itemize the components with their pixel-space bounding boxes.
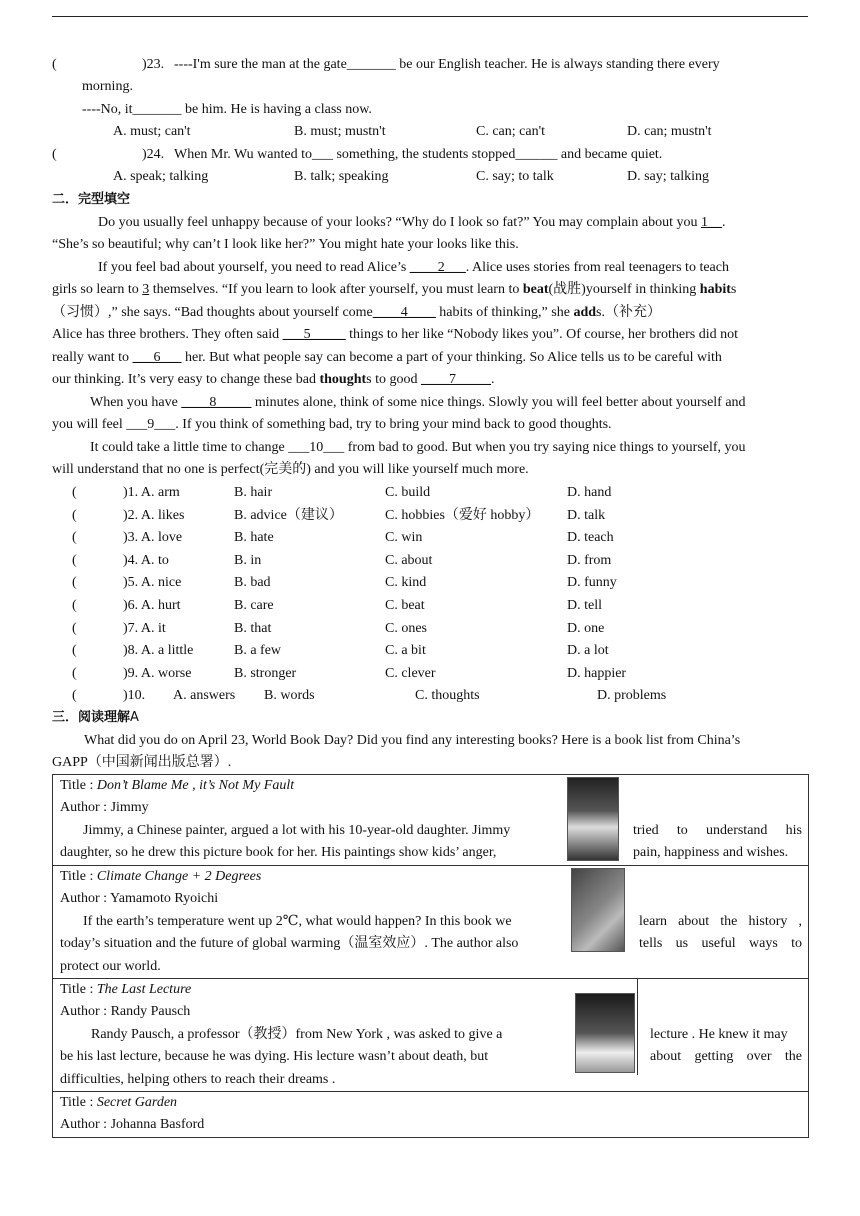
cloze-line-11: It could take a little time to change ___10___ from bad to good. But when you try saying nice things to yourself, you — [90, 440, 746, 455]
cloze-option-2-number: )2. A. likes — [123, 507, 185, 523]
cloze-option-8-b: B. a few — [234, 643, 282, 659]
q24-question: When Mr. Wu wanted to___ something, the students stopped______ and became quiet. — [174, 147, 663, 162]
cloze-option-4-d: D. from — [567, 552, 612, 568]
header-rule — [52, 16, 808, 17]
cloze-option-3-c: C. win — [385, 530, 423, 546]
cloze-option-9-b: B. stronger — [234, 665, 297, 681]
cloze-line-4: girls so learn to 3 themselves. “If you learn to look after yourself, you must learn to beat(战胜)yourself in thinking habits — [52, 282, 737, 297]
cloze-option-3-b: B. hate — [234, 530, 274, 546]
cloze-line-8: our thinking. It’s very easy to change these bad thoughts to good ____7_____. — [52, 372, 495, 387]
book-2-desc-1-right: learn about the history , — [639, 914, 802, 929]
section2-heading: 二．完型填空 — [52, 192, 131, 207]
book-2-title-line: Title : Climate Change + 2 Degrees — [60, 869, 262, 884]
cloze-option-8-d: D. a lot — [567, 643, 609, 659]
cloze-option-1-paren: ( — [72, 485, 77, 500]
reading-intro-2: GAPP（中国新闻出版总署）. — [52, 755, 232, 770]
q23-option-d: D. can; mustn't — [627, 124, 712, 139]
cloze-option-2-d: D. talk — [567, 507, 606, 523]
book-2-desc-2-right: tells us useful ways to — [639, 936, 802, 951]
cloze-option-10-c: C. thoughts — [415, 688, 480, 703]
book-row-1 — [53, 775, 809, 866]
book-3-desc-1-right: lecture . He knew it may — [650, 1027, 788, 1042]
cloze-option-1-b: B. hair — [234, 485, 273, 500]
cloze-option-10-paren: ( — [72, 688, 77, 703]
q23-option-c: C. can; can't — [476, 124, 545, 139]
cloze-line-7: really want to ___6___ her. But what people say can become a part of your thinking. So Alice tells us to be careful with — [52, 350, 722, 365]
q23-question: ----I'm sure the man at the gate_______ be our English teacher. He is always standing there every — [174, 57, 720, 72]
cloze-option-4-b: B. in — [234, 552, 262, 568]
cloze-option-2-paren: ( — [72, 507, 77, 523]
book-3-desc-2-right: about getting over the — [650, 1049, 802, 1064]
book-1-desc-1-right: tried to understand his — [633, 823, 802, 838]
section3-heading: 三．阅读理解A — [52, 710, 139, 725]
cloze-line-2: “She’s so beautiful; why can’t I look like her?” You might hate your looks like this. — [52, 237, 519, 252]
q23-option-b: B. must; mustn't — [294, 124, 386, 139]
book-row-4 — [53, 1092, 809, 1138]
book-row-3 — [53, 979, 809, 1092]
cloze-line-6: Alice has three brothers. They often said ___5_____ things to her like “Nobody likes you”. Of course, her brothers did not — [52, 327, 738, 342]
q24-option-a: A. speak; talking — [113, 169, 209, 184]
cloze-option-7-paren: ( — [72, 620, 77, 636]
q23-reply: ----No, it_______ be him. He is having a class now. — [82, 102, 372, 117]
cloze-option-1-d: D. hand — [567, 485, 612, 500]
q23-number: )23. — [142, 57, 165, 72]
cloze-option-10-b: B. words — [264, 688, 315, 703]
cloze-option-9-paren: ( — [72, 665, 77, 681]
book-2-desc-1: If the earth’s temperature went up 2℃, what would happen? In this book we — [83, 914, 512, 929]
book-2-desc-3: protect our world. — [60, 959, 161, 974]
book-list-table — [52, 774, 809, 1138]
cloze-option-5-c: C. kind — [385, 575, 427, 591]
cloze-option-5-number: )5. A. nice — [123, 575, 182, 591]
cloze-option-10-a: A. answers — [173, 688, 236, 703]
book-3-cover-image — [575, 993, 635, 1073]
q24-paren: ( — [52, 147, 57, 162]
book-1-title-line: Title : Don’t Blame Me , it’s Not My Fault — [60, 778, 295, 793]
q23-option-a: A. must; can't — [113, 124, 191, 139]
q23-question-cont: morning. — [82, 79, 133, 94]
cloze-option-1-c: C. build — [385, 485, 431, 500]
cloze-option-5-d: D. funny — [567, 575, 617, 591]
cloze-option-3-paren: ( — [72, 530, 77, 546]
cloze-line-12: will understand that no one is perfect(完美的) and you will like yourself much more. — [52, 462, 529, 477]
cloze-line-10: you will feel ___9___. If you think of something bad, try to bring your mind back to good thoughts. — [52, 417, 612, 432]
cloze-option-7-number: )7. A. it — [123, 620, 166, 636]
cloze-option-7-b: B. that — [234, 620, 272, 636]
book-2-author-line: Author : Yamamoto Ryoichi — [60, 891, 219, 906]
q24-number: )24. — [142, 147, 165, 162]
book-4-author-line: Author : Johanna Basford — [60, 1117, 205, 1132]
cloze-option-9-number: )9. A. worse — [123, 665, 192, 681]
cloze-option-10-number: )10. — [123, 688, 146, 703]
cloze-option-1-number: )1. A. arm — [123, 485, 180, 500]
cloze-option-4-number: )4. A. to — [123, 552, 169, 568]
book-4-title-line: Title : Secret Garden — [60, 1095, 178, 1110]
book-3-title-line: Title : The Last Lecture — [60, 982, 192, 997]
cloze-option-7-d: D. one — [567, 620, 605, 636]
cloze-option-10-d: D. problems — [597, 688, 667, 703]
q24-option-c: C. say; to talk — [476, 169, 554, 184]
cloze-option-6-number: )6. A. hurt — [123, 598, 181, 613]
cloze-option-5-paren: ( — [72, 575, 77, 591]
cloze-option-6-paren: ( — [72, 598, 77, 613]
q24-option-d: D. say; talking — [627, 169, 710, 184]
cloze-option-6-c: C. beat — [385, 598, 425, 613]
book-1-desc-2: daughter, so he drew this picture book for her. His paintings show kids’ anger, — [60, 845, 497, 860]
cloze-option-4-paren: ( — [72, 552, 77, 568]
q24-option-b: B. talk; speaking — [294, 169, 389, 184]
cloze-option-9-c: C. clever — [385, 665, 436, 681]
cloze-option-8-paren: ( — [72, 643, 77, 659]
cloze-line-3: If you feel bad about yourself, you need to read Alice’s ____2___. Alice uses stories from real teenagers to teach — [98, 260, 729, 275]
book-3-author-line: Author : Randy Pausch — [60, 1004, 191, 1019]
cloze-option-8-number: )8. A. a little — [123, 643, 194, 659]
cloze-option-2-b: B. advice（建议） — [234, 507, 343, 523]
reading-intro-1: What did you do on April 23, World Book Day? Did you find any interesting books? Here is a book list from China’s — [84, 733, 741, 748]
cloze-line-1: Do you usually feel unhappy because of your looks? “Why do I look so fat?” You may complain about you 1__. — [98, 215, 726, 230]
cloze-option-7-c: C. ones — [385, 620, 427, 636]
cloze-line-5: （习惯）,” she says. “Bad thoughts about yourself come____4____ habits of thinking,” she adds.（补充） — [52, 305, 661, 320]
cloze-option-6-b: B. care — [234, 598, 274, 613]
q23-paren: ( — [52, 57, 57, 72]
book-1-desc-2-right: pain, happiness and wishes. — [633, 845, 789, 860]
cloze-option-5-b: B. bad — [234, 575, 271, 591]
book-3-desc-2: be his last lecture, because he was dying. His lecture wasn’t about death, but — [60, 1049, 489, 1064]
book-3-desc-3: difficulties, helping others to reach their dreams . — [60, 1072, 336, 1087]
cloze-line-9: When you have ____8_____ minutes alone, think of some nice things. Slowly you will feel better about yourself and — [90, 395, 746, 410]
cloze-option-9-d: D. happier — [567, 665, 627, 681]
book-3-desc-1: Randy Pausch, a professor（教授）from New York , was asked to give a — [91, 1027, 503, 1042]
cloze-option-3-d: D. teach — [567, 530, 614, 546]
book-row-2 — [53, 866, 809, 979]
book-1-desc-1: Jimmy, a Chinese painter, argued a lot with his 10-year-old daughter. Jimmy — [83, 823, 511, 838]
cloze-option-2-c: C. hobbies（爱好 hobby） — [385, 507, 540, 523]
book-1-cover-image — [567, 777, 619, 861]
book-1-author-line: Author : Jimmy — [60, 800, 149, 815]
cloze-option-8-c: C. a bit — [385, 643, 426, 659]
book-2-cover-image — [571, 868, 625, 952]
cloze-option-3-number: )3. A. love — [123, 530, 183, 546]
book-3-cell-divider — [637, 979, 638, 1075]
cloze-option-4-c: C. about — [385, 552, 433, 568]
book-2-desc-2: today’s situation and the future of global warming（温室效应）. The author also — [60, 936, 519, 951]
cloze-option-6-d: D. tell — [567, 598, 602, 613]
